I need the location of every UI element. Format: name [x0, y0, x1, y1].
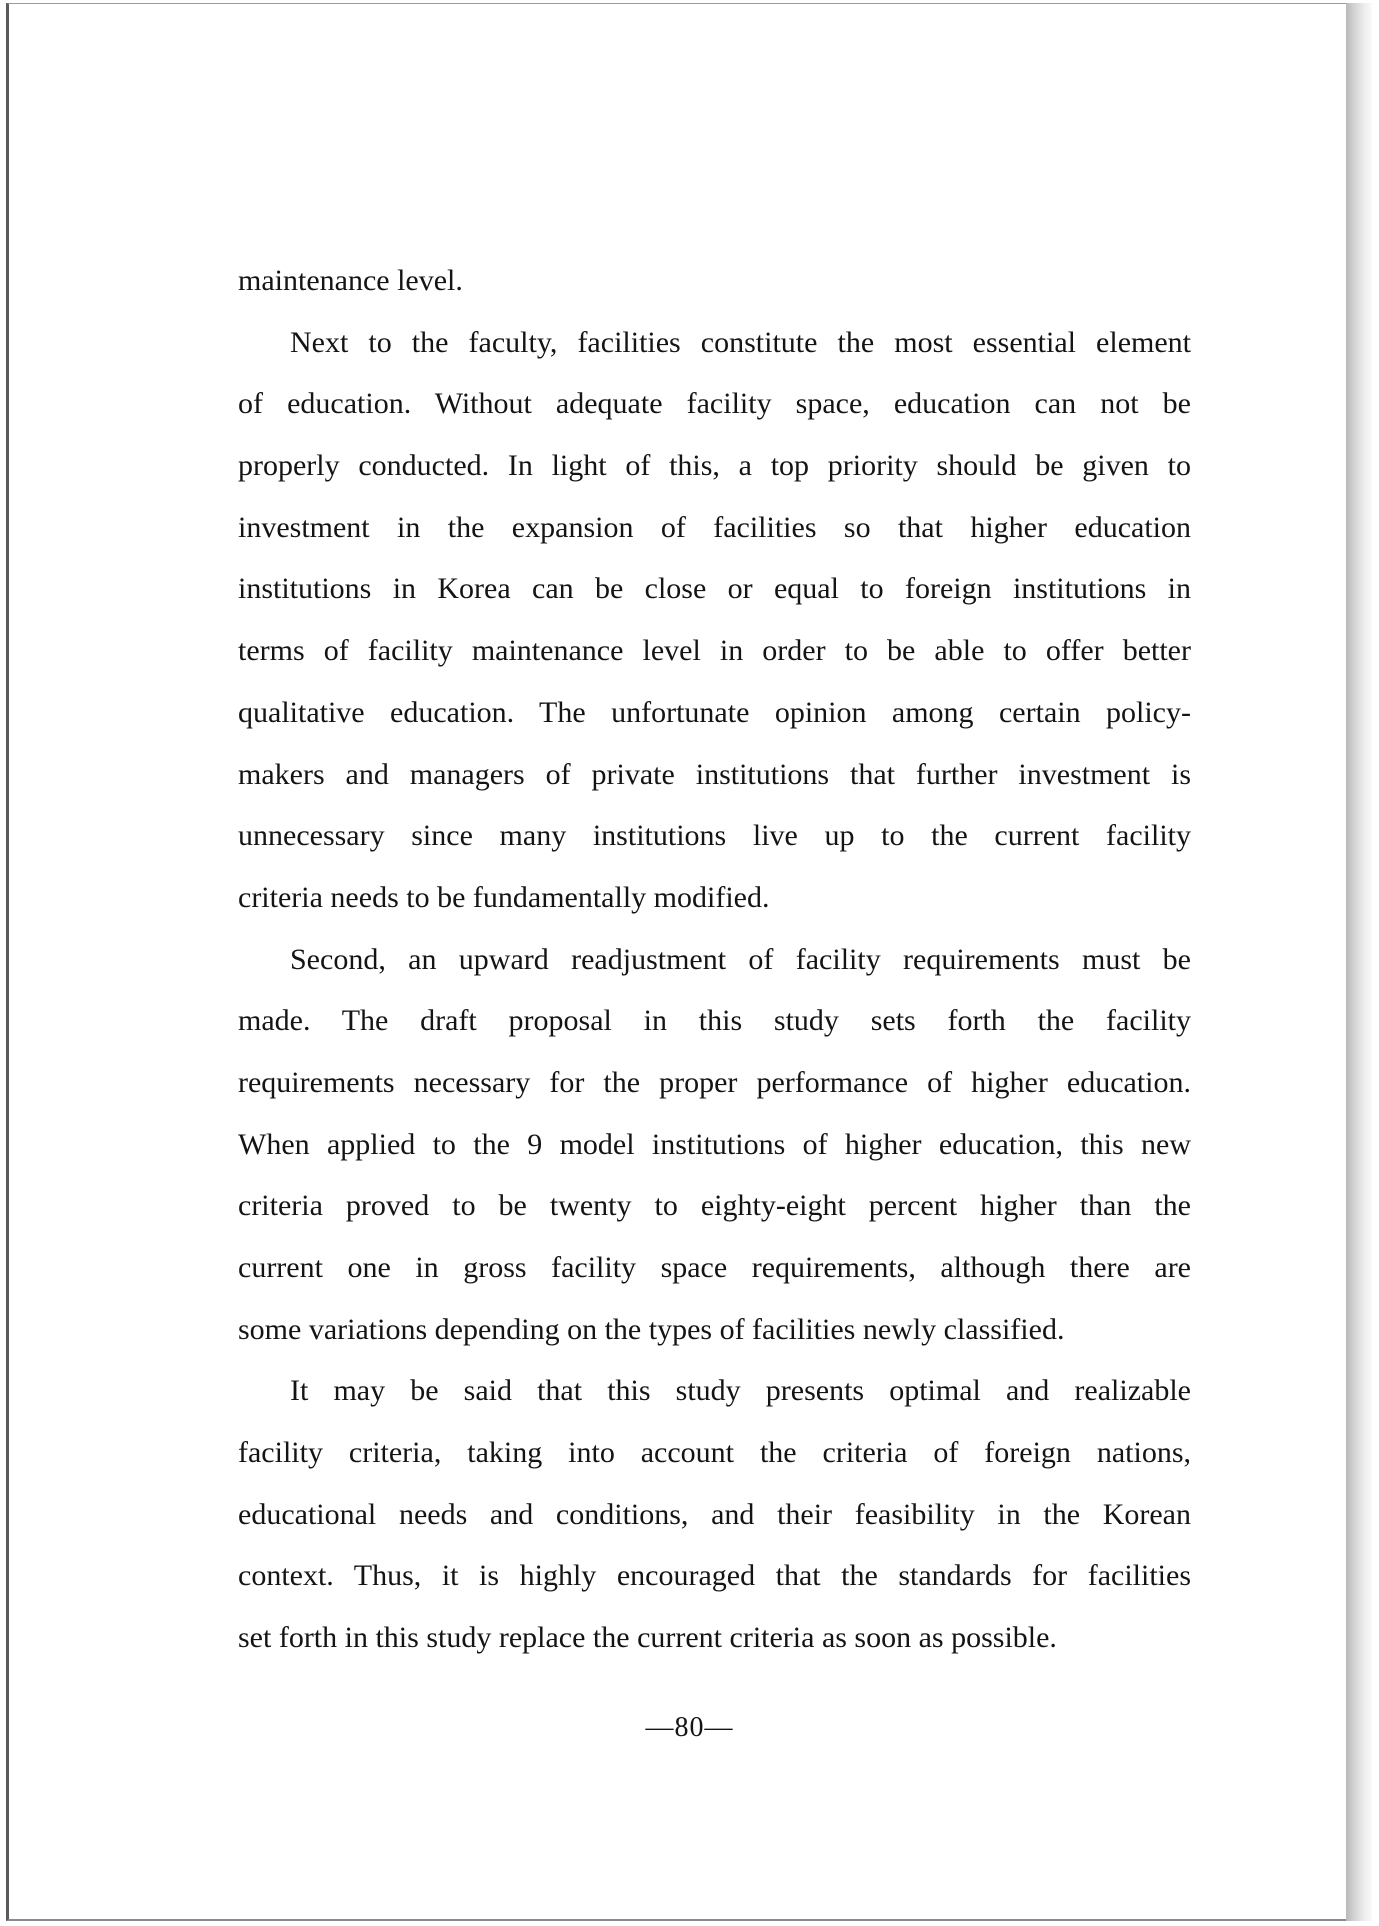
text-line: When applied to the 9 model institutions of higher education, this new — [238, 1127, 1191, 1161]
text-line: investment in the expansion of facilities so that higher education — [238, 510, 1191, 544]
text-line: Next to the faculty, facilities constitute the most essential element — [290, 325, 1191, 359]
text-line: It may be said that this study presents optimal and realizable — [290, 1374, 1191, 1408]
text-line: terms of facility maintenance level in order to be able to offer better — [238, 634, 1191, 668]
text-line: context. Thus, it is highly encouraged that the standards for facilities — [238, 1559, 1191, 1593]
text-line: set forth in this study replace the current criteria as soon as possible. — [238, 1621, 1057, 1655]
text-line: some variations depending on the types of facilities newly classified. — [238, 1312, 1065, 1346]
text-line: requirements necessary for the proper performance of higher education. — [238, 1065, 1191, 1099]
page-number: —80— — [645, 1712, 734, 1743]
text-line: unnecessary since many institutions live up to the current facility — [238, 819, 1191, 853]
text-line: facility criteria, taking into account the criteria of foreign nations, — [238, 1436, 1191, 1470]
text-line: qualitative education. The unfortunate opinion among certain policy- — [238, 695, 1191, 729]
text-line: maintenance level. — [238, 264, 463, 297]
text-line: educational needs and conditions, and their feasibility in the Korean — [238, 1497, 1191, 1531]
text-line: Second, an upward readjustment of facility requirements must be — [290, 942, 1191, 976]
page-edge-shadow — [1346, 3, 1372, 1921]
text-line: makers and managers of private institutions that further investment is — [238, 757, 1191, 791]
text-line: made. The draft proposal in this study sets forth the facility — [238, 1004, 1191, 1038]
text-line: criteria needs to be fundamentally modified. — [238, 880, 770, 914]
text-line: of education. Without adequate facility space, education can not be — [238, 387, 1191, 421]
text-line: criteria proved to be twenty to eighty-eight percent higher than the — [238, 1189, 1191, 1223]
text-line: properly conducted. In light of this, a top priority should be given to — [238, 449, 1191, 483]
text-line: institutions in Korea can be close or equal to foreign institutions in — [238, 572, 1191, 606]
text-line: current one in gross facility space requirements, although there are — [238, 1251, 1191, 1284]
body-text — [238, 250, 1191, 1669]
